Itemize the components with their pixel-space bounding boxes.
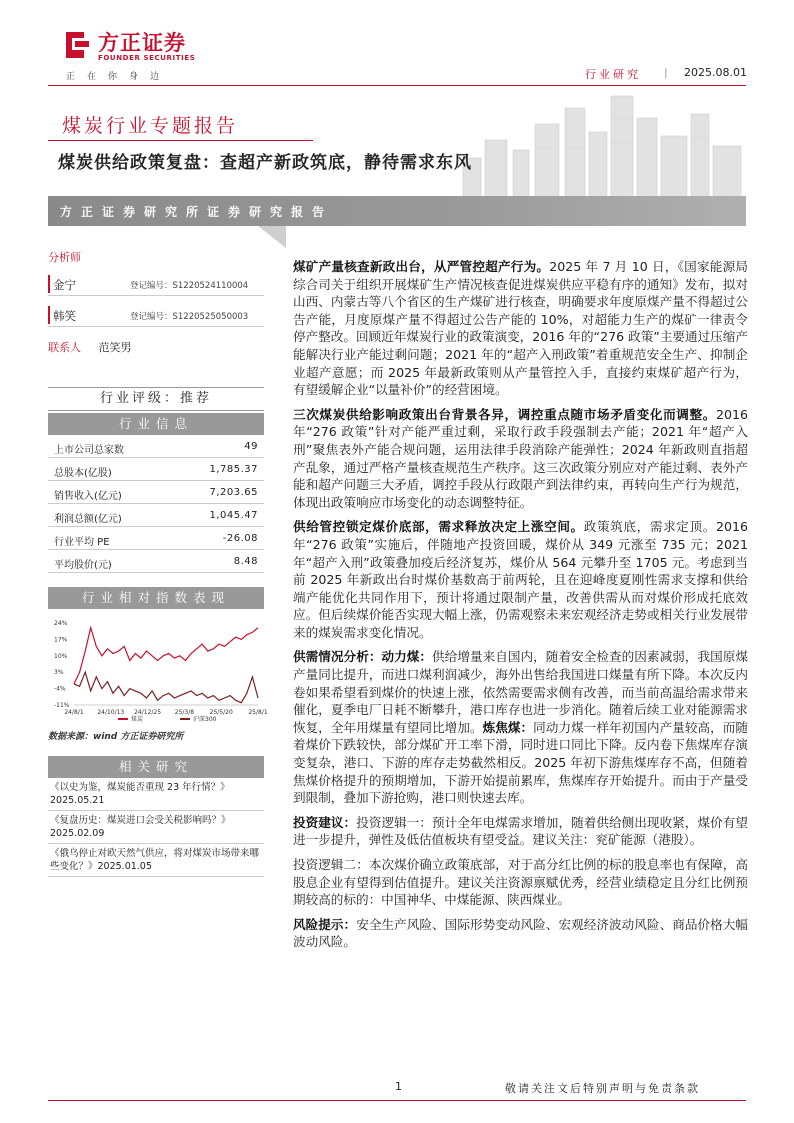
para-text: 2016 年“276 政策”针对产能严重过剩，采取行政手段强制去产能；2021 年“超产入刑”聚焦表外产能合规问题，运用法律手段消除产能弹性；2024 年新政则直指超产乱象，通过严格产量核查规范生产秩序。这三次政策分别应对产能过剩、表外产能和超产问题三大矛盾，调控手段从行政限产到法律约束，再转向生产行为规范，体现出政策响应市场变化的动态调整特征。 (293, 406, 748, 510)
analyst-reg: 登记编号：S1220524110004 (130, 281, 249, 291)
contact-row (48, 339, 264, 355)
y-tick-label: 24% (54, 620, 68, 627)
info-value: 1,045.47 (209, 510, 258, 521)
body-paragraph (293, 648, 748, 806)
info-value: 1,785.37 (209, 464, 258, 475)
body-paragraph (293, 856, 748, 909)
analyst-label: 分析师 (48, 251, 81, 264)
info-key: 行业平均 PE (54, 537, 110, 548)
index-heading: 行业相对指数表现 (48, 587, 264, 609)
info-value: 7,203.65 (209, 487, 258, 498)
para-text: 政策筑底，需求定顶。2016 年“276 政策”实施后，伴随地产投资回暖，煤价从 349 元涨至 735 元；2021 年“超产入刑”政策叠加疫后经济复苏，煤价从 564 元攀升至 1705 元。考虑到当前 2025 年新政出台时煤价基数高于前两轮，且在迎峰度夏刚性需求支撑和供给端产能优化共同作用下，预计将通过限制产量，改善供需从而对煤价形成托底效应。但后续煤价能否实现大幅上涨，仍需观察未来宏观经济走势或相关行业发展带来的煤炭需求变化情况。 (293, 519, 748, 640)
info-key: 平均股价(元) (54, 560, 112, 571)
y-tick-label: 17% (54, 636, 68, 644)
body-paragraph (293, 916, 748, 951)
analyst-accent-bar (48, 275, 50, 293)
report-date: 2025.08.01 (684, 66, 747, 79)
page-title: 煤炭供给政策复盘：查超产新政筑底，静待需求东风 (58, 153, 472, 173)
x-tick-label: 24/12/25 (134, 709, 162, 716)
analyst-name: 韩笑 (53, 309, 76, 323)
para-text: 安全生产风险、国际形势变动风险、宏观经济波动风险、商品价格大幅波动风险。 (293, 916, 749, 950)
y-tick-label: -11% (54, 702, 70, 709)
para-lead: 三次煤炭供给影响政策出台背景各异，调控重点随市场矛盾变化而调整。 (293, 406, 716, 422)
info-key: 总股本(亿股) (54, 468, 112, 479)
analyst-row (48, 304, 264, 327)
slogan: 正在你身边 (66, 72, 172, 82)
y-tick-label: 10% (54, 652, 68, 660)
table-row (48, 481, 264, 504)
report-category: 行业研究 (585, 68, 641, 81)
footer-disclaimer: 敬请关注文后特别声明与免责条款 (505, 1082, 700, 1095)
legend-label: 沪深300 (193, 716, 217, 723)
para-lead: 供需情况分析：动力煤： (293, 649, 433, 665)
y-tick-label: 3% (54, 669, 64, 677)
industry-info-heading: 行业信息 (48, 413, 264, 435)
para-lead: 炼焦煤： (482, 719, 534, 735)
para-text: 同动力煤一样年初国内产量较高，而随着煤价下跌较快，部分煤矿开工率下滑，同时进口同比下降。反内卷下焦煤库存演变复杂，港口、下游的库存走势截然相反。2025 年初下游焦煤库存不高，但随着焦煤价格提升的预期增加，下游开始提前累库，焦煤库存开始提升。而由于产量受到限制，叠加下游抢购，港口则快速去库。 (293, 719, 749, 806)
analyst-name: 金宁 (53, 278, 76, 292)
chart-source: 数据来源：wind 方正证券研究所 (48, 732, 184, 742)
para-lead: 煤矿产量核查新政出台，从严管控超产行为。 (293, 259, 550, 274)
table-row (48, 504, 264, 527)
x-tick-label: 25/8/1 (248, 709, 268, 716)
para-text: 投资逻辑一：预计全年电煤需求增加，随着供给侧出现收紧，煤价有望进一步提升，弹性及低估值板块有望受益。建议关注：兖矿能源（港股）。 (293, 814, 749, 848)
company-name-en: FOUNDER SECURITIES (98, 54, 196, 62)
banner-text: 方正证券研究所证券研究报告 (60, 205, 334, 219)
para-text: 供给增量来自国内，随着安全检查的因素减弱，我国原煤产量同比提升，而进口煤利润减少，海外出售给我国进口煤量有所下降。本次反内卷如果希望看到煤价的快速上涨，依然需要需求侧有改善，而当前高温给需求带来催化，夏季电厂日耗不断攀升，港口库存也进一步消化。随着后续工业对能源需求恢复，全年用煤量有望同比增加。 (293, 649, 749, 735)
info-value: 49 (244, 441, 258, 452)
analyst-accent-bar (48, 306, 50, 324)
report-body (293, 258, 748, 958)
table-row (48, 527, 264, 550)
body-paragraph (293, 258, 748, 399)
y-tick-label: -4% (54, 685, 66, 693)
x-tick-label: 24/10/13 (97, 709, 125, 716)
header-divider (48, 85, 746, 86)
table-row (48, 458, 264, 481)
x-tick-label: 25/5/20 (209, 709, 233, 716)
analyst-row (48, 273, 264, 296)
series-line (74, 628, 258, 684)
para-lead: 风险提示： (293, 916, 357, 932)
page-number: 1 (395, 1080, 402, 1093)
info-key: 上市公司总家数 (54, 445, 124, 456)
legend-label: 煤炭 (131, 716, 144, 723)
related-report-link[interactable]: 《俄乌停止对欧天然气供应，将对煤炭市场带来哪些变化？》2025.01.05 (48, 844, 264, 877)
para-lead: 供给管控锁定煤价底部，需求释放决定上涨空间。 (293, 519, 584, 535)
series-line (74, 672, 258, 703)
city-skyline-image (455, 88, 747, 198)
related-report-link[interactable]: 《复盘历史：煤炭进口会受关税影响吗？》2025.02.09 (48, 811, 264, 844)
info-key: 销售收入(亿元) (54, 491, 122, 502)
para-lead: 投资建议： (293, 814, 357, 830)
related-heading: 相关研究 (48, 756, 264, 778)
header-separator: | (664, 66, 668, 79)
title-underline (48, 140, 313, 141)
para-text: 投资逻辑二：本次煤价确立政策底部，对于高分红比例的标的股息率也有保障，高股息企业有望得到估值提升。建议关注资源禀赋优秀，经营业绩稳定且分红比例预期较高的标的：中国神华、中煤能源、陕西煤业。 (293, 857, 748, 908)
sidebar (48, 243, 268, 877)
related-report-link[interactable]: 《以史为鉴，煤炭能否重现 23 年行情？》2025.05.21 (48, 778, 264, 811)
report-type-title: 煤炭行业专题报告 (62, 115, 239, 137)
founder-logo-icon (62, 30, 92, 60)
contact-label: 联系人 (48, 341, 81, 354)
industry-rating: 行业评级：推荐 (48, 387, 264, 411)
info-key: 利润总额(亿元) (54, 514, 122, 525)
company-name: 方正证券 (98, 31, 186, 55)
index-chart (48, 609, 268, 727)
info-value: 8.48 (233, 556, 258, 567)
x-tick-label: 24/8/1 (64, 709, 84, 716)
analyst-reg: 登记编号：S1220525050003 (130, 312, 249, 322)
x-tick-label: 25/3/8 (174, 709, 195, 716)
body-paragraph (293, 406, 748, 512)
footer-divider (48, 1100, 746, 1101)
table-row (48, 550, 264, 573)
contact-name: 范笑男 (98, 341, 132, 354)
info-value: -26.08 (222, 533, 258, 544)
body-paragraph (293, 814, 748, 849)
table-row (48, 435, 264, 458)
body-paragraph (293, 518, 748, 641)
para-text: 2025 年 7 月 10 日，《国家能源局综合司关于组织开展煤矿生产情况核查促进煤炭供应平稳有序的通知》发布，拟对山西、内蒙古等八个省区的生产煤矿进行核查，明确要求年度原煤产量不得超过公告产能，月度原煤产量不得超过公告产能的 10%，对超能力生产的煤矿一律责令停产整改。回顾近年煤炭行业的政策演变，2016 年的“276 政策”主要通过压缩产能解决行业产能过剩问题；2021 年的“超产入刑政策”着重规范安全生产、抑制企业超产意愿；而 2025 年最新政策则从产量管控入手，直接约束煤矿超产行为，有望缓解企业“以量补价”的经营困境。 (293, 259, 748, 398)
index-line-chart (48, 609, 268, 727)
